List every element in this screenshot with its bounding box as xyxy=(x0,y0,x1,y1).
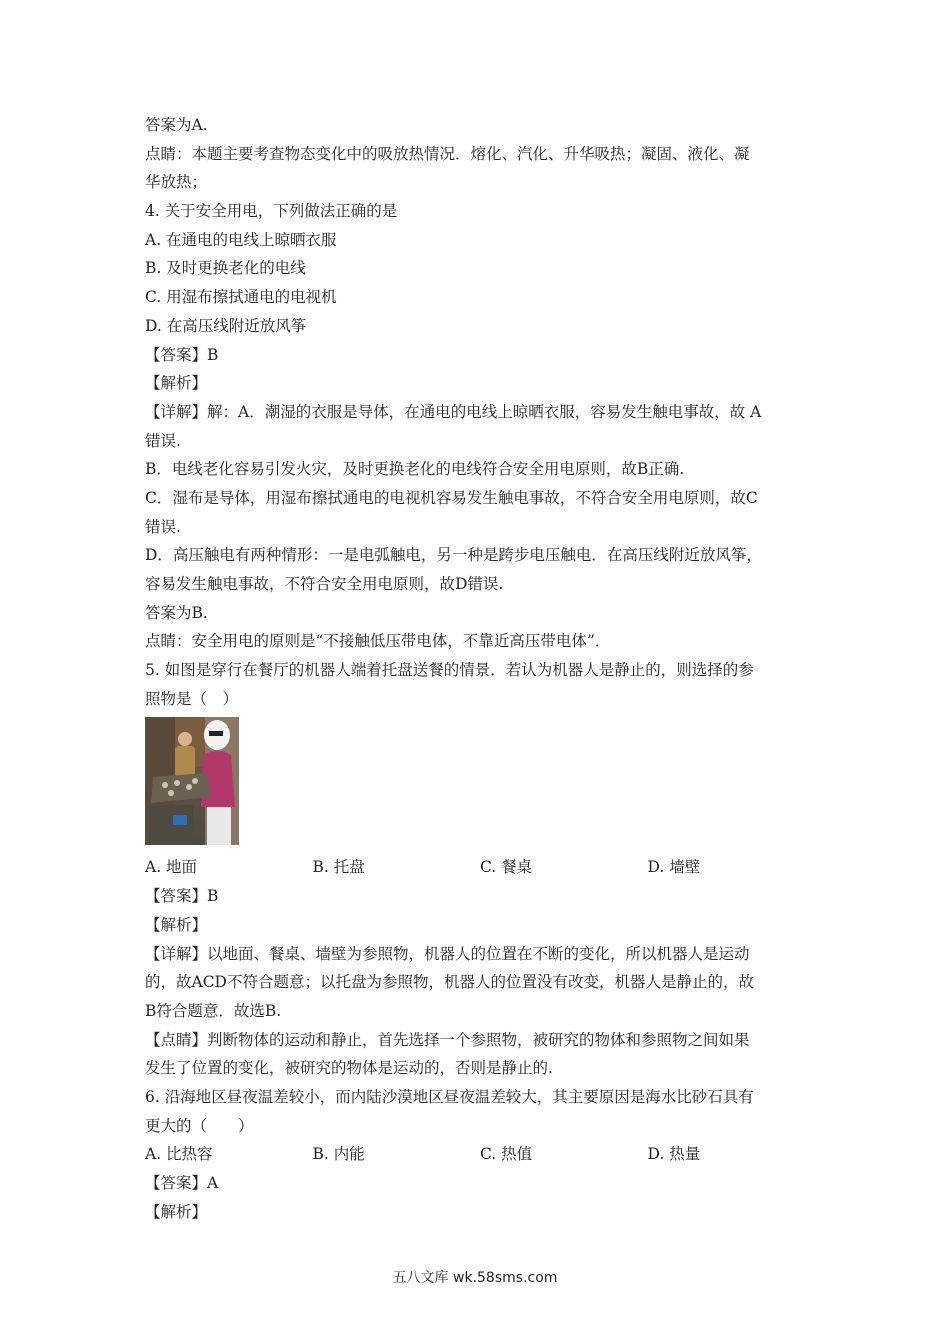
text-line: 【答案】B xyxy=(145,345,219,364)
document-body xyxy=(145,111,815,1226)
text-line: 6. 沿海地区昼夜温差较小，而内陆沙漠地区昼夜温差较大，其主要原因是海水比砂石具有 xyxy=(145,1087,754,1106)
text-line: 点睛：安全用电的原则是“不接触低压带电体，不靠近高压带电体”． xyxy=(145,632,611,651)
text-block-a xyxy=(145,111,815,713)
text-line: 错误. xyxy=(145,517,181,536)
text-line: 发生了位置的变化，被研究的物体是运动的，否则是静止的. xyxy=(145,1059,553,1078)
text-line: 5. 如图是穿行在餐厅的机器人端着托盘送餐的情景．若认为机器人是静止的，则选择的参 xyxy=(145,661,754,680)
text-line: 【解析】 xyxy=(145,374,208,393)
text-line: 点睛：本题主要考查物态变化中的吸放热情况．熔化、汽化、升华吸热；凝固、液化、凝 xyxy=(145,144,750,163)
text-line: 【点睛】判断物体的运动和静止，首先选择一个参照物，被研究的物体和参照物之间如果 xyxy=(145,1030,750,1049)
text-line: 【解析】 xyxy=(145,1202,208,1221)
text-line: A. 在通电的电线上晾晒衣服 xyxy=(145,230,337,249)
text-line: 答案为A. xyxy=(145,116,208,134)
q5-option-c: C. 餐桌 xyxy=(480,858,533,877)
q5-option-b: B. 托盘 xyxy=(312,858,365,877)
text-line: 4. 关于安全用电，下列做法正确的是 xyxy=(145,202,398,221)
text-line: 错误. xyxy=(145,431,181,450)
q5-options xyxy=(145,853,815,882)
text-line: C. 用湿布擦拭通电的电视机 xyxy=(145,288,337,307)
text-line: 【答案】A xyxy=(145,1174,219,1192)
text-line: 容易发生触电事故，不符合安全用电原则，故D错误. xyxy=(145,575,504,593)
text-line: 更大的（ ） xyxy=(145,1116,254,1135)
page-footer: 五八文库 wk.58sms.com xyxy=(392,1270,558,1286)
q6-option-c: C. 热值 xyxy=(480,1145,533,1164)
text-line: 华放热； xyxy=(145,173,208,192)
q6-option-d: D. 热量 xyxy=(647,1145,701,1164)
q5-option-d: D. 墙壁 xyxy=(647,858,701,877)
text-line: 【详解】以地面、餐桌、墙壁为参照物，机器人的位置在不断的变化，所以机器人是运动 xyxy=(145,944,750,963)
text-line: 【答案】B xyxy=(145,887,219,906)
text-block-b xyxy=(145,882,815,1140)
text-line: D．高压触电有两种情形：一是电弧触电，另一种是跨步电压触电．在高压线附近放风筝， xyxy=(145,546,762,565)
text-line: 的，故ACD不符合题意；以托盘为参照物，机器人的位置没有改变，机器人是静止的，故 xyxy=(145,973,754,992)
text-line: B．电线老化容易引发火灾，及时更换老化的电线符合安全用电原则，故B正确. xyxy=(145,460,685,479)
text-line: 【解析】 xyxy=(145,915,208,934)
robot-waiter-illustration xyxy=(145,717,239,845)
text-line: B. 及时更换老化的电线 xyxy=(145,259,306,278)
text-line: C．湿布是导体，用湿布擦拭通电的电视机容易发生触电事故，不符合安全用电原则，故C xyxy=(145,488,758,507)
text-line: D. 在高压线附近放风筝 xyxy=(145,316,307,335)
q6-option-b: B. 内能 xyxy=(312,1145,365,1164)
text-line: 【详解】解：A．潮湿的衣服是导体，在通电的电线上晾晒衣服，容易发生触电事故，故 A xyxy=(145,402,762,421)
text-line: 答案为B. xyxy=(145,603,208,622)
q6-options xyxy=(145,1140,815,1169)
text-line: 照物是（ ） xyxy=(145,689,239,708)
text-block-c xyxy=(145,1169,815,1226)
text-line: B符合题意．故选B. xyxy=(145,1001,282,1020)
robot-waiter-photo xyxy=(145,717,239,845)
q6-option-a: A. 比热容 xyxy=(145,1145,213,1164)
q5-option-a: A. 地面 xyxy=(145,858,198,877)
